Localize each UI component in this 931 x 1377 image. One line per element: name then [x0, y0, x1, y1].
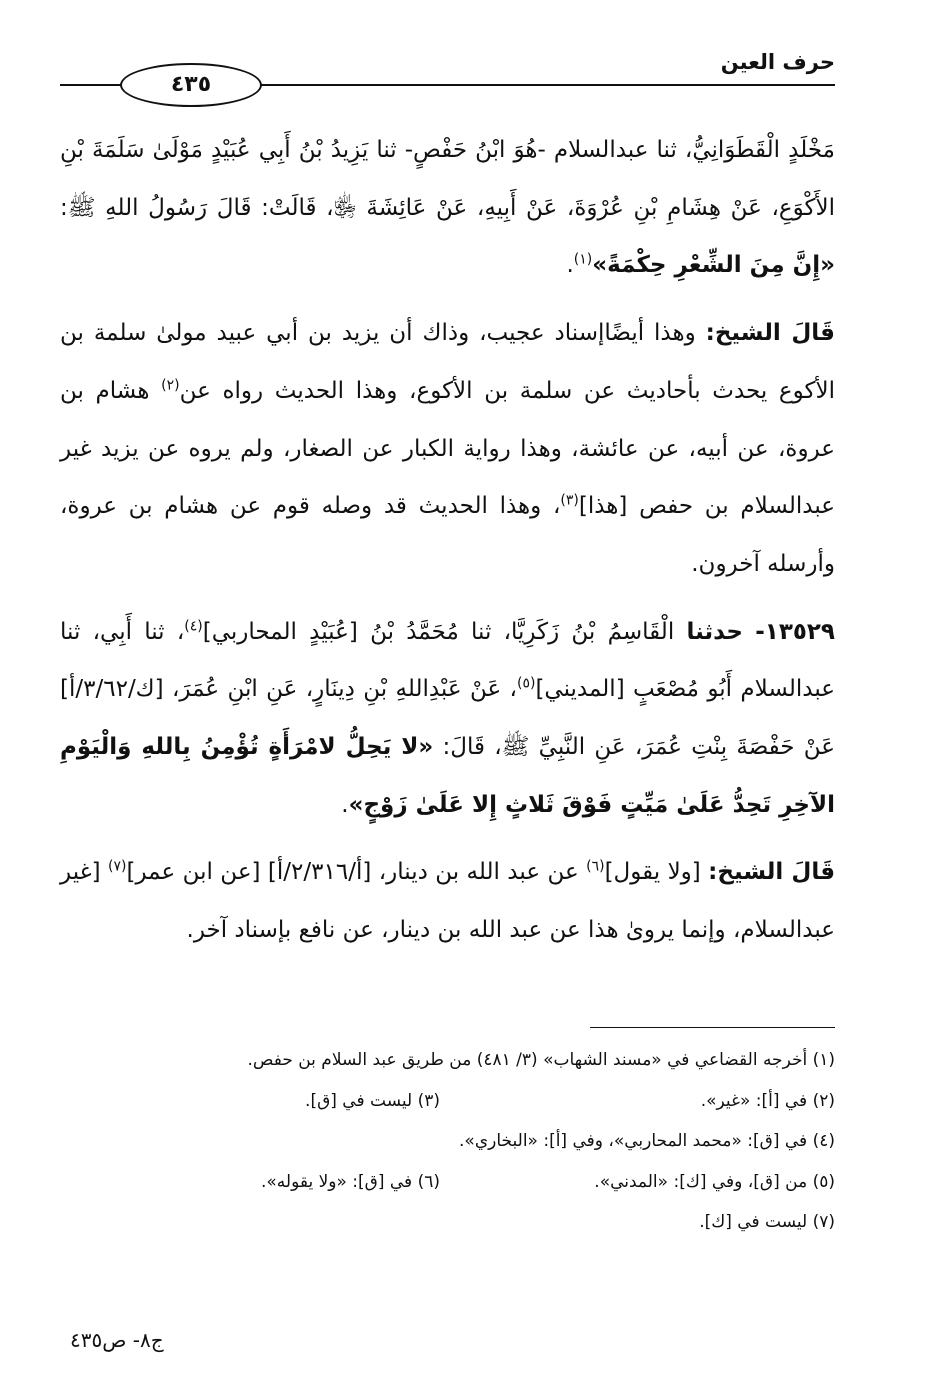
- paragraph-1: [60, 122, 835, 295]
- footnote-ref-7: (٧): [108, 858, 127, 875]
- paragraph-3: [60, 604, 835, 835]
- footnote-5: (٥) من [ق]، وفي [ك]: «المدني».: [594, 1171, 835, 1192]
- paragraph-2: [60, 305, 835, 594]
- hadith-quote-2: «لا يَحِلُّ لامْرَأَةٍ تُؤْمِنُ بِاللهِ وَالْيَوْمِ الآخِرِ تَحِدُّ عَلَىٰ مَيِّتٍ فَوْقَ ثَلاثٍ إِلا عَلَىٰ زَوْجٍ»: [60, 734, 835, 818]
- footnote-1: (١) أخرجه القضاعي في «مسند الشهاب» (٣/ ٤٨١) من طريق عبد السلام بن حفص.: [247, 1050, 835, 1070]
- footnote-row: [60, 1121, 835, 1162]
- p3-text-2: ، ثنا أَبِي، ثنا عبدالسلام أَبُو مُصْعَبٍ [المديني]: [60, 618, 835, 703]
- footnote-row: [60, 1162, 835, 1203]
- page-number: ٤٣٥: [120, 63, 262, 107]
- footnote-ref-2: (٢): [161, 377, 180, 394]
- main-text: [60, 122, 835, 960]
- footnote-ref-3: (٣): [560, 492, 579, 509]
- footnote-ref-4: (٤): [184, 617, 203, 634]
- p1-end: .: [566, 252, 574, 279]
- chapter-title: حرف العين: [720, 50, 835, 74]
- p3-end: .: [341, 791, 349, 818]
- hadith-quote-1: «إِنَّ مِنَ الشِّعْرِ حِكْمَةً»: [592, 252, 835, 279]
- p3-text-1: الْقَاسِمُ بْنُ زَكَرِيَّا، ثنا مُحَمَّدُ بْنُ [عُبَيْدٍ المحاربي]: [202, 618, 687, 645]
- p2-text-2: هشام بن عروة، عن أبيه، عن عائشة، وهذا رواية الكبار عن الصغار، ولم يروه عن يزيد غير عبدالسلام بن حفص [هذا]: [60, 377, 835, 520]
- p4-text-1: [ولا يقول]: [604, 859, 709, 886]
- footnote-row: [60, 1081, 835, 1122]
- sheikh-label-1: قَالَ الشيخ:: [705, 320, 835, 347]
- footnote-row: [60, 1040, 835, 1081]
- paragraph-gap: [60, 834, 835, 844]
- footnote-3: (٣) ليست في [ق].: [305, 1090, 440, 1111]
- footnote-row: [60, 1202, 835, 1243]
- footnotes: [60, 1040, 835, 1243]
- page-header: [60, 44, 835, 104]
- footnote-2: (٢) في [أ]: «غير».: [700, 1090, 835, 1111]
- p1-text: مَخْلَدٍ الْقَطَوَانِيُّ، ثنا عبدالسلام -هُوَ ابْنُ حَفْصٍ- ثنا يَزِيدُ بْنُ أَبِي عُبَيْدٍ مَوْلَىٰ سَلَمَةَ بْنِ الأَكْوَعِ، عَنْ هِشَامِ بْنِ عُرْوَةَ، عَنْ أَبِيهِ، عَنْ عَائِشَةَ ﵂، قَالَتْ: قَالَ رَسُولُ اللهِ ﷺ:: [60, 137, 835, 221]
- sheikh-label-2: قَالَ الشيخ:: [708, 859, 836, 886]
- haddathana-label: حدثنا: [686, 618, 743, 645]
- footnote-7: (٧) ليست في [ك].: [699, 1212, 835, 1232]
- paragraph-gap: [60, 594, 835, 604]
- p3-text-3: ، عَنْ عَبْدِاللهِ بْنِ دِينَارٍ، عَنِ ابْنِ عُمَرَ، [ك/٣/٦٢/أ] عَنْ حَفْصَةَ بِنْتِ عُمَرَ، عَنِ النَّبِيِّ ﷺ، قَالَ:: [60, 676, 835, 761]
- p2-text-3: ، وهذا الحديث قد وصله قوم عن هشام بن عروة، وأرسله آخرون.: [60, 493, 835, 577]
- footnote-4: (٤) في [ق]: «محمد المحاربي»، وفي [أ]: «البخاري».: [459, 1131, 835, 1151]
- p4-text-2: عن عبد الله بن دينار، [أ/٢/٣١٦/أ] [عن ابن عمر]: [126, 859, 587, 886]
- p2-text-1: وهذا أيضًاإسناد عجيب، وذاك أن يزيد بن أبي عبيد مولىٰ سلمة بن الأكوع يحدث بأحاديث عن سلمة بن الأكوع، وهذا الحديث رواه عن: [60, 320, 835, 404]
- footnote-ref-5: (٥): [516, 675, 536, 692]
- paragraph-gap: [60, 295, 835, 305]
- footnote-ref-6: (٦): [586, 858, 605, 875]
- paragraph-4: [60, 844, 835, 959]
- volume-page-reference: ج٨- ص٤٣٥: [70, 1328, 164, 1352]
- footnote-separator: [590, 1027, 835, 1028]
- p4-text-3: [غير عبدالسلام، وإنما يروىٰ هذا عن عبد الله بن دينار، عن نافع بإسناد آخر.: [60, 859, 835, 944]
- footnote-6: (٦) في [ق]: «ولا يقوله».: [260, 1171, 440, 1192]
- footnote-ref-1: (١): [573, 251, 593, 268]
- hadith-number: ١٣٥٢٩-: [755, 618, 835, 645]
